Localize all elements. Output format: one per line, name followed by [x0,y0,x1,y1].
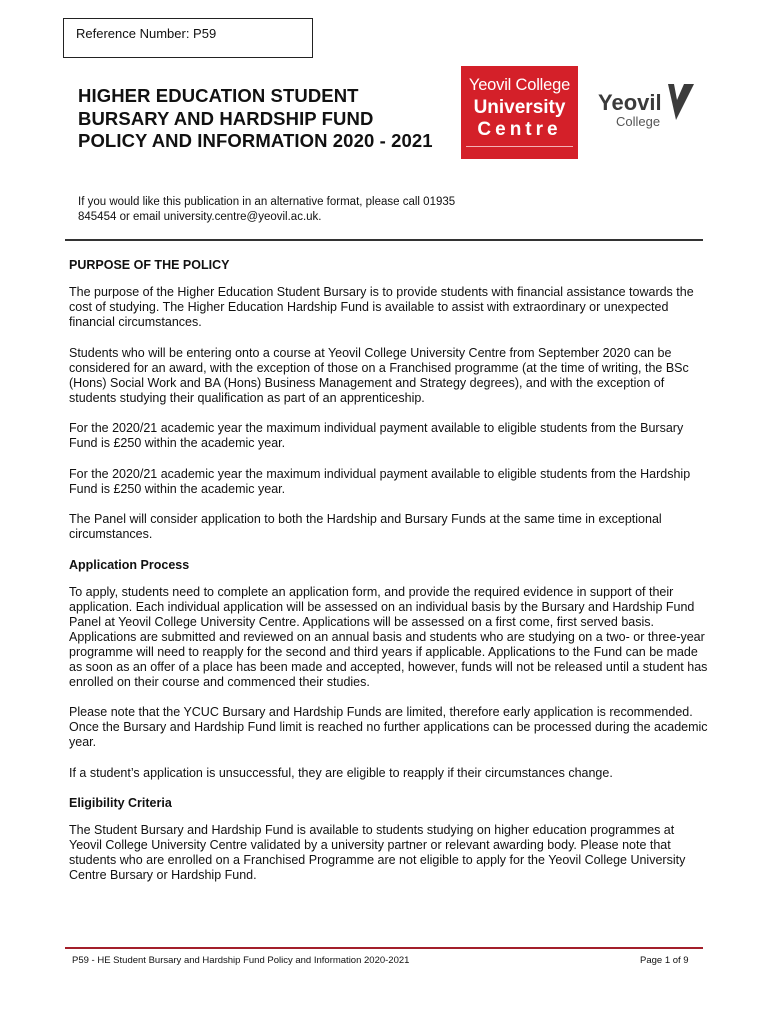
ycuc-logo [461,66,578,159]
footer-page-number: Page 1 of 9 [640,955,689,966]
yeovil-college-sub: College [616,114,661,129]
footer-document-title: P59 - HE Student Bursary and Hardship Fund Policy and Information 2020-2021 [72,955,410,966]
application-paragraph-2: Please note that the YCUC Bursary and Hardship Funds are limited, therefore early application is recommended. Once the Bursary and Hardship Fund limit is reached no further applications can be processed during the academic year. [69,705,708,749]
ycuc-logo-rule [466,146,573,147]
yeovil-college-name: Yeovil [598,90,662,115]
ycuc-logo-line2: University [473,97,566,118]
document-title: HIGHER EDUCATION STUDENT BURSARY AND HARDSHIP FUND POLICY AND INFORMATION 2020 - 2021 [78,85,433,151]
alternative-format-note: If you would like this publication in an alternative format, please call 01935 845454 or email university.centre@yeovil.ac.uk. [78,196,456,223]
purpose-heading: PURPOSE OF THE POLICY [69,258,230,272]
application-heading: Application Process [69,557,190,572]
purpose-paragraph-4: For the 2020/21 academic year the maximum individual payment available to eligible students from the Hardship Fund is £250 within the academic year. [69,466,691,496]
purpose-paragraph-3: For the 2020/21 academic year the maximum individual payment available to eligible students from the Bursary Fund is £250 within the academic year. [69,421,684,450]
header-divider [65,239,703,241]
purpose-paragraph-2: Students who will be entering onto a course at Yeovil College University Centre from September 2020 can be considered for an award, with the exception of those on a Franchised programme (at the time of writing, the BSc (Hons) Social Work and BA (Hons) Business Management and Strategy degrees), and with the exception of students studying their qualification as part of an apprenticeship. [69,345,689,405]
footer-divider [65,947,703,949]
yeovil-college-logo [596,82,706,162]
application-paragraph-3: If a student’s application is unsuccessful, they are eligible to reapply if their circumstances change. [69,765,613,780]
reference-number: Reference Number: P59 [76,26,217,41]
eligibility-paragraph-1: The Student Bursary and Hardship Fund is available to students studying on higher education programmes at Yeovil College University Centre validated by a university partner or relevant awarding body. Please note that students who are enrolled on a Franchised Programme are not eligible to apply for the Yeovil College University Centre Bursary or Hardship Fund. [69,823,686,882]
purpose-paragraph-5: The Panel will consider application to both the Hardship and Bursary Funds at the same time in exceptional circumstances. [69,512,662,541]
ycuc-logo-line1: Yeovil College [468,76,571,94]
application-paragraph-1: To apply, students need to complete an application form, and provide the required evidence in support of their application. Each individual application will be assessed on an individual basis by the Bursary and Hardship Fund Panel at Yeovil College University Centre. Applications will be assessed on a first come, first served basis. Applications are submitted and reviewed on an annual basis and students who are studying on a two- or three-year programme will need to reapply for the second and third years if applicable. Applications to the Fund can be made as soon as an offer of a place has been made and accepted, however, funds will not be released until a student has enrolled on their course and commenced their studies. [69,584,708,689]
eligibility-heading: Eligibility Criteria [69,796,172,810]
ycuc-logo-line3: Centre [477,119,562,140]
purpose-paragraph-1: The purpose of the Higher Education Student Bursary is to provide students with financial assistance towards the cost of studying. The Higher Education Hardship Fund is available to assist with extraordinary or unexpected financial circumstances. [69,285,694,329]
policy-body [69,258,709,899]
reference-box [63,18,313,58]
